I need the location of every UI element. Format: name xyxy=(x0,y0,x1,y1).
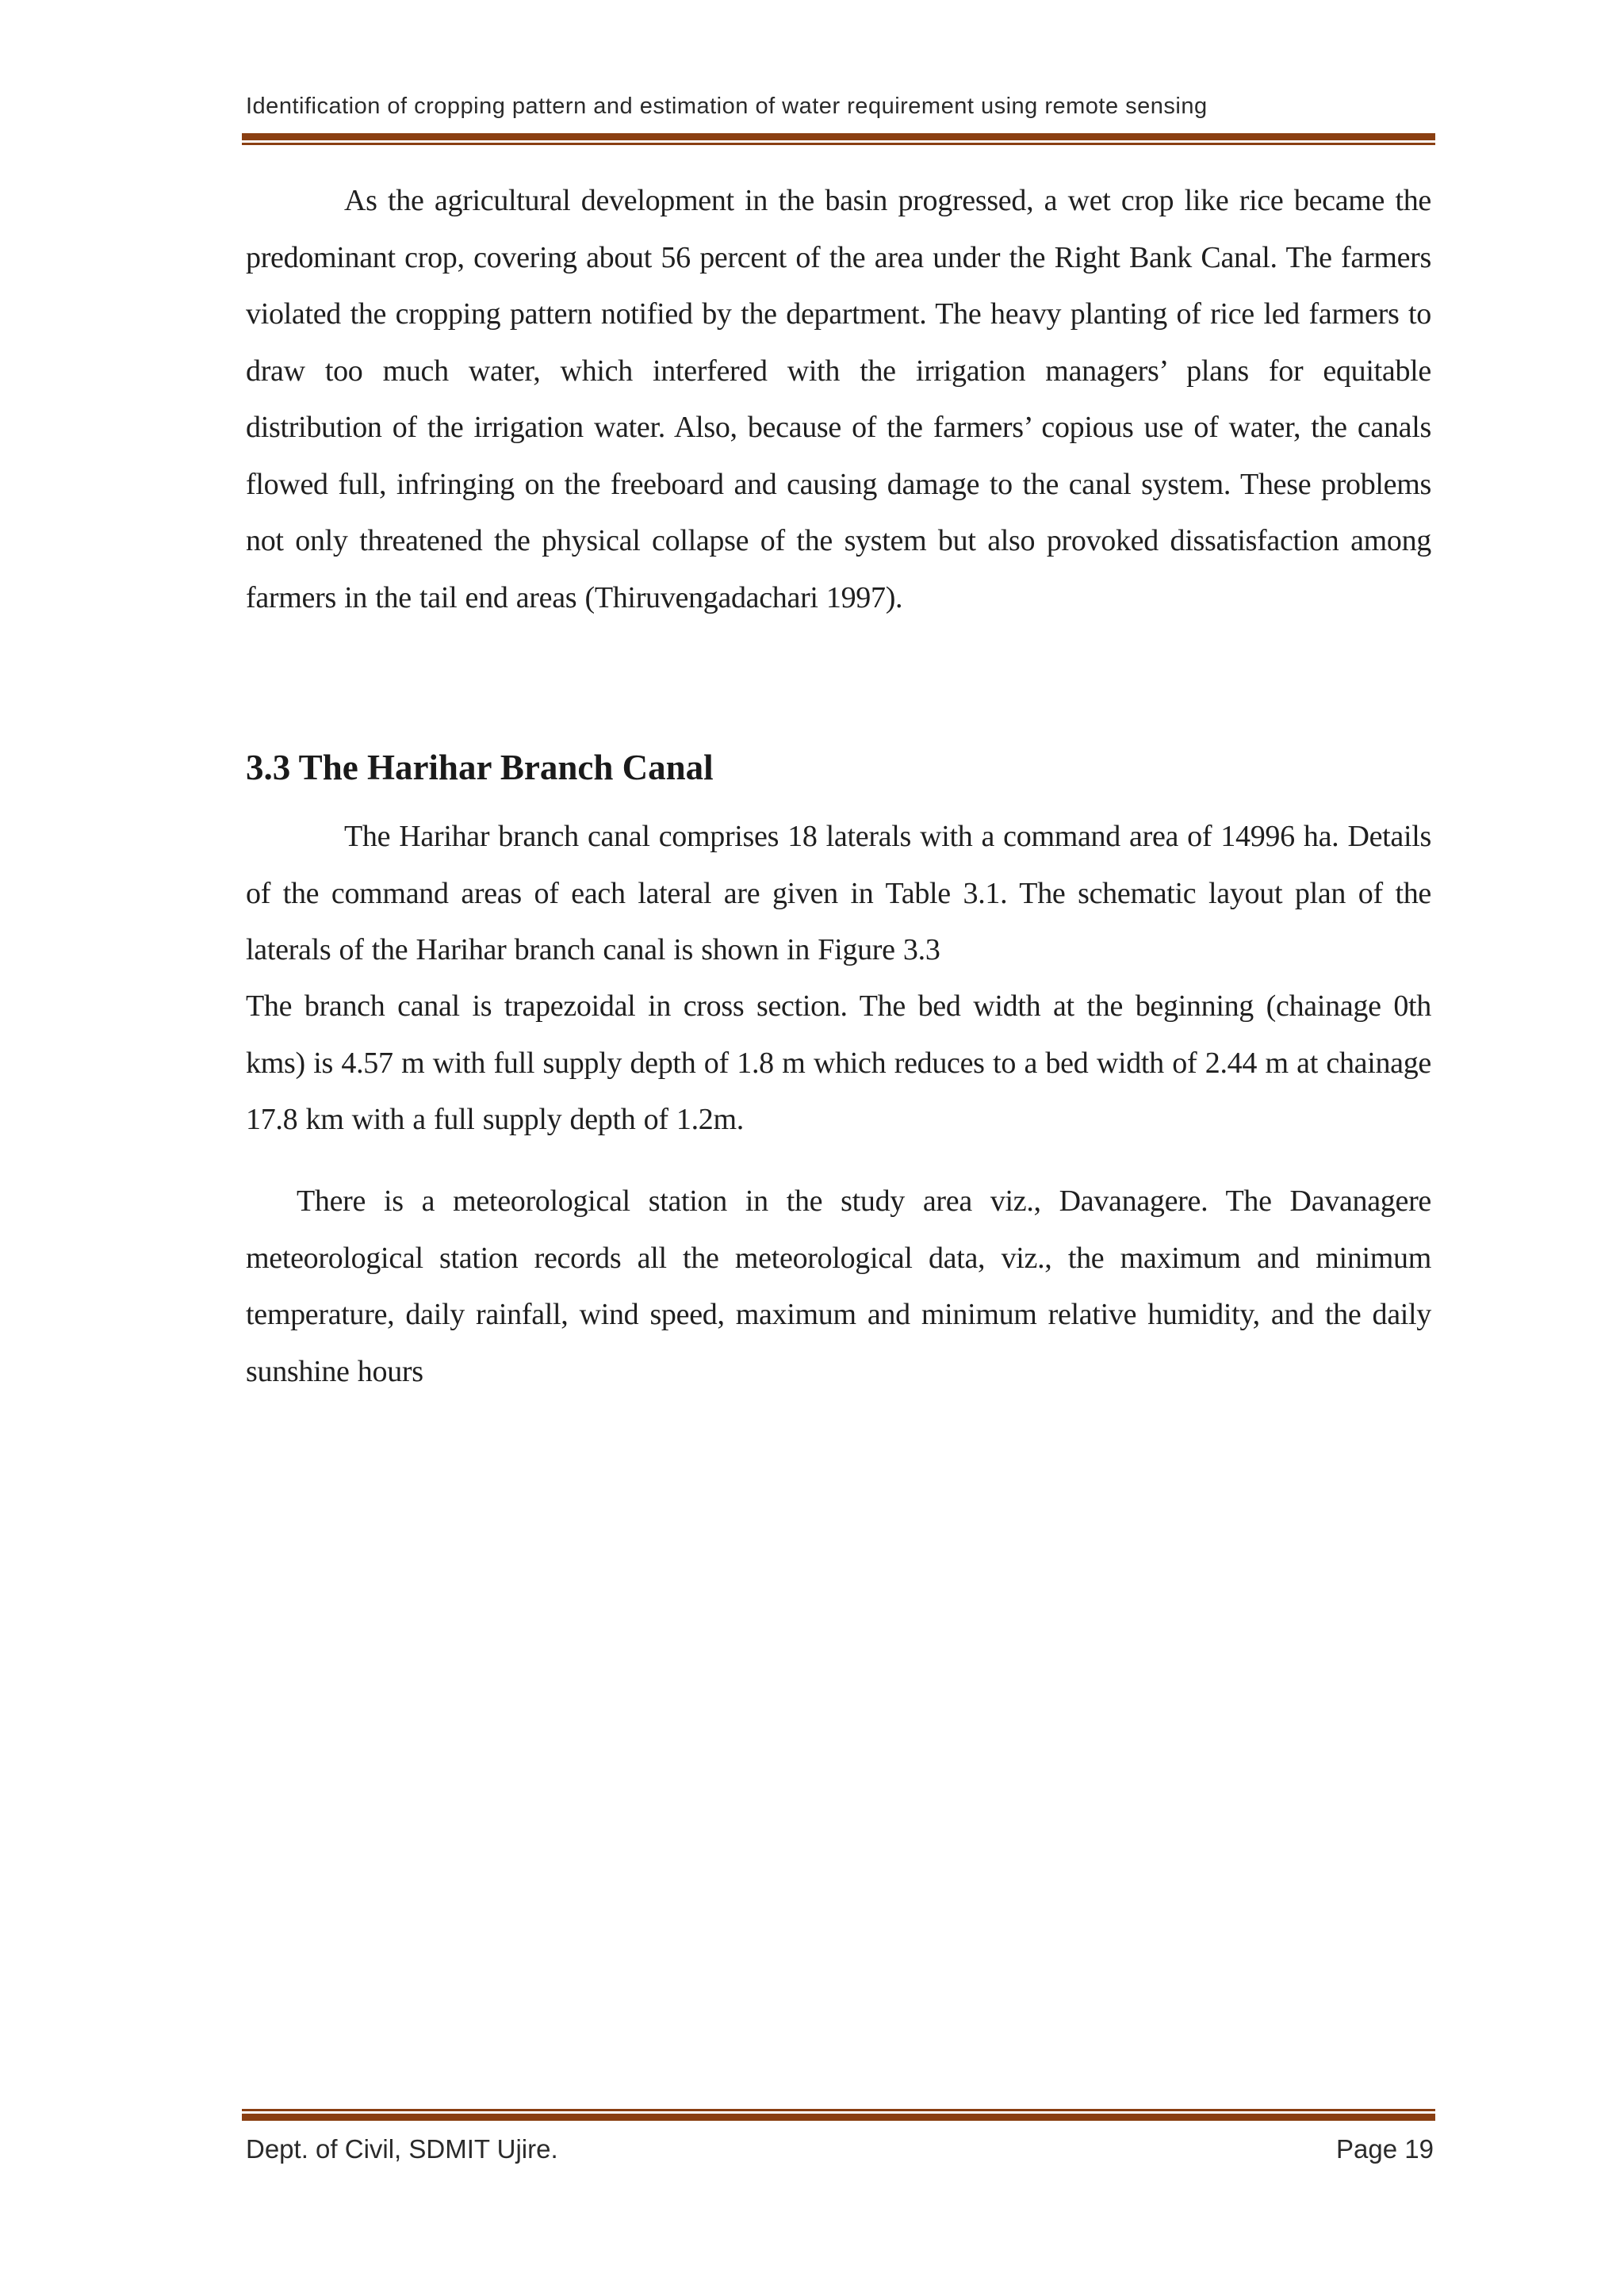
section-heading: 3.3 The Harihar Branch Canal xyxy=(246,748,714,787)
footer-rule xyxy=(242,2109,1435,2121)
header-rule-thick xyxy=(242,133,1435,140)
footer-page-number: Page 19 xyxy=(1336,2134,1434,2164)
paragraph-cross-section: The branch canal is trapezoidal in cross section. The bed width at the beginning (chainage 0th kms) is 4.57 m with full supply depth of 1.8 m which reduces to a bed width of 2.44 m at chainage 17.8 km with a full supply depth of 1.2m. xyxy=(246,989,1431,1136)
paragraph-laterals: The Harihar branch canal comprises 18 laterals with a command area of 14996 ha. Details of the command areas of each lateral are given in Table 3.1. The schematic layout plan of the laterals of the Harihar branch canal is shown in Figure 3.3 xyxy=(246,820,1431,966)
running-header: Identification of cropping pattern and estimation of water requirement using remote sensing xyxy=(246,94,1208,119)
header-rule-thin xyxy=(242,143,1435,145)
header-rule xyxy=(242,133,1435,145)
paragraph-rice-cropping: As the agricultural development in the basin progressed, a wet crop like rice became the predominant crop, covering about 56 percent of the area under the Right Bank Canal. The farmers violated the cropping pattern notified by the department. The heavy planting of rice led farmers to draw too much water, which interfered with the irrigation managers’ plans for equitable distribution of the irrigation water. Also, because of the farmers’ copious use of water, the canals flowed full, infringing on the freeboard and causing damage to the canal system. These problems not only threatened the physical collapse of the system but also provoked dissatisfaction among farmers in the tail end areas (Thiruvengadachari 1997). xyxy=(246,184,1431,614)
paragraph-meteorological-station: There is a meteorological station in the study area viz., Davanagere. The Davanagere meteorological station records all the meteorological data, viz., the maximum and minimum temperature, daily rainfall, wind speed, maximum and minimum relative humidity, and the daily sunshine hours xyxy=(246,1184,1431,1388)
footer-rule-thin xyxy=(242,2109,1435,2111)
footer-rule-thick xyxy=(242,2114,1435,2121)
footer-department: Dept. of Civil, SDMIT Ujire. xyxy=(246,2134,558,2164)
